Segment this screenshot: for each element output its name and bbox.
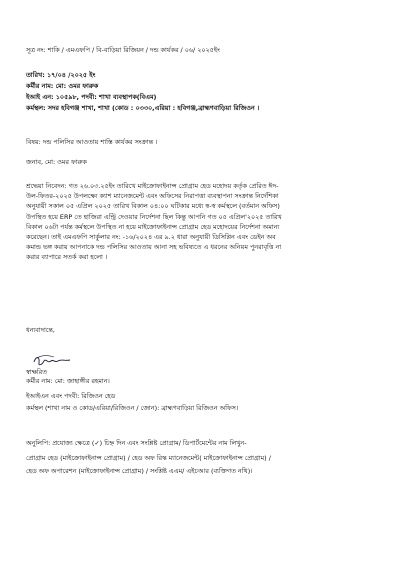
handwritten-signature [32, 352, 72, 368]
body-line: কমান্ড ভঙ্গ করায় আপনাকে দন্ড পলিসির আওতায় আনা সহ ভবিষ্যতে এ ধরনের অনিয়ম পুনরাবৃত্তি না [26, 243, 282, 252]
body-line: করেছেন। তাই এমএফপি সার্কুলার নং: -১৬/২০২৪ এর ৯.২ ধারা অনুযায়ী ডিসিপ্লিন এবং ডেইন অব [26, 233, 276, 242]
body-line: অনুযায়ী সকাল ০৫ এপ্রিল ২০২৫ তারিখ বিকাল ০৪:০০ ঘটিকার মধ্যে স্ব-স্ব কর্মস্থলে (বর্তমান অফিস) [26, 202, 280, 211]
signatory-id-line: ইআইএন এবং পদবী: রিজিওন হেড [26, 392, 116, 400]
workplace-line: কর্মস্থল: সদর হবিগঞ্জ শাখা, শাখা (কোড : ০৩৩০,এরিয়া : হবিগঞ্জ,ব্রাহ্মণবাড়িয়া রিজিওন । [26, 104, 260, 112]
body-line: করার ব্যাপারে সতর্ক করা হলো । [26, 253, 108, 262]
body-line: বিকাল ০৬টা পর্যন্ত কর্মস্থলে উপস্থিত না হয়ে মাইক্রোফাইনান্স প্রোগ্রাম হেড মহোদয়ের নির্দেশনা অমান্য [26, 222, 280, 231]
body-paragraph [26, 181, 382, 263]
date-line: তারিখ: ১৭/০৪ /২০২৫ ইং [26, 71, 96, 79]
body-line: শ্রদ্ধেয়া নিবেদন: গত ২৬.০৩.২৫ইং তারিখে মাইক্রোফাইনান্স প্রোগ্রাম হেড মহোদয় কর্তৃক প্রেরিত ঈদ- [26, 182, 279, 190]
subject-line: বিষয়: দন্ড পলিসির আওতায় শাস্তি কার্যকর সংক্রান্ত । [26, 138, 158, 146]
signed-label: স্বাক্ষরিত [26, 368, 48, 376]
salutation-line: জনাব, মো: ওমর ফারুক [26, 158, 87, 166]
signatory-workplace-line: কর্মস্থল (শাখা নাম ও কোড/এরিয়া/রিজিওন / জোন): ব্রাহ্মণবাড়িয়া রিজিওন অফিস। [26, 404, 239, 412]
signatory-name-line: কর্মীর নাম: মো: জাহাঙ্গীর রহমান। [26, 377, 110, 385]
cc-line: হেড অফ অপারেশন (মাইক্রোফাইনান্স প্রোগ্রাম) / সংশ্লিষ্ট এএম/ এইচআর (ব্যক্তিগত নথি)। [26, 467, 253, 475]
closing-line: ধন্যবাদান্তে, [26, 326, 55, 334]
reference-line: সূত্র নং: শাকি / এমএফপি / বি-বাড়িয়া রিজিয়ন / দন্ড কার্যকর / ০৬/ ২০২৫ইং [26, 46, 220, 54]
cc-line: প্রোগ্রাম হেড (মাইক্রোফাইনান্স প্রোগ্রাম) / হেড অফ রিস্ক ম্যানেজমেন্ট( মাইক্রোফাইনান্স প্রোগ্রাম) / [26, 454, 271, 462]
body-line: উপস্থিত হয়ে ERP তে হাজিরা এন্ট্রি দেওয়ার নির্দেশনা ছিল কিন্তু আপনি গত ০৫ এপ্রিল'২০২৫ তারিখ [26, 212, 282, 221]
employee-id-line: ইআই এন: ১০৫৯৮, পদবী: শাখা ব্যবস্থাপক(বিএম) [26, 93, 157, 101]
cc-heading-line: অনুলিপি: প্রযোজ্য ক্ষেত্রে (✓) চিহ্ন দিন এবং সংশ্লিষ্ট প্রোগ্রাম/ ডিপার্টমেন্টের নাম লিখুন- [26, 439, 247, 447]
employee-name-line: কর্মীর নাম: মো: ওমর ফারুক [26, 82, 99, 90]
body-line: উল-ফিতর-২০২৫ উপলক্ষ্যে ক্যাশ ম্যানেজমেন্ট এবং অফিসের নিরাপত্তা ব্যবস্থাপনা সংক্রান্ত নির্দেশিকা [26, 192, 279, 201]
